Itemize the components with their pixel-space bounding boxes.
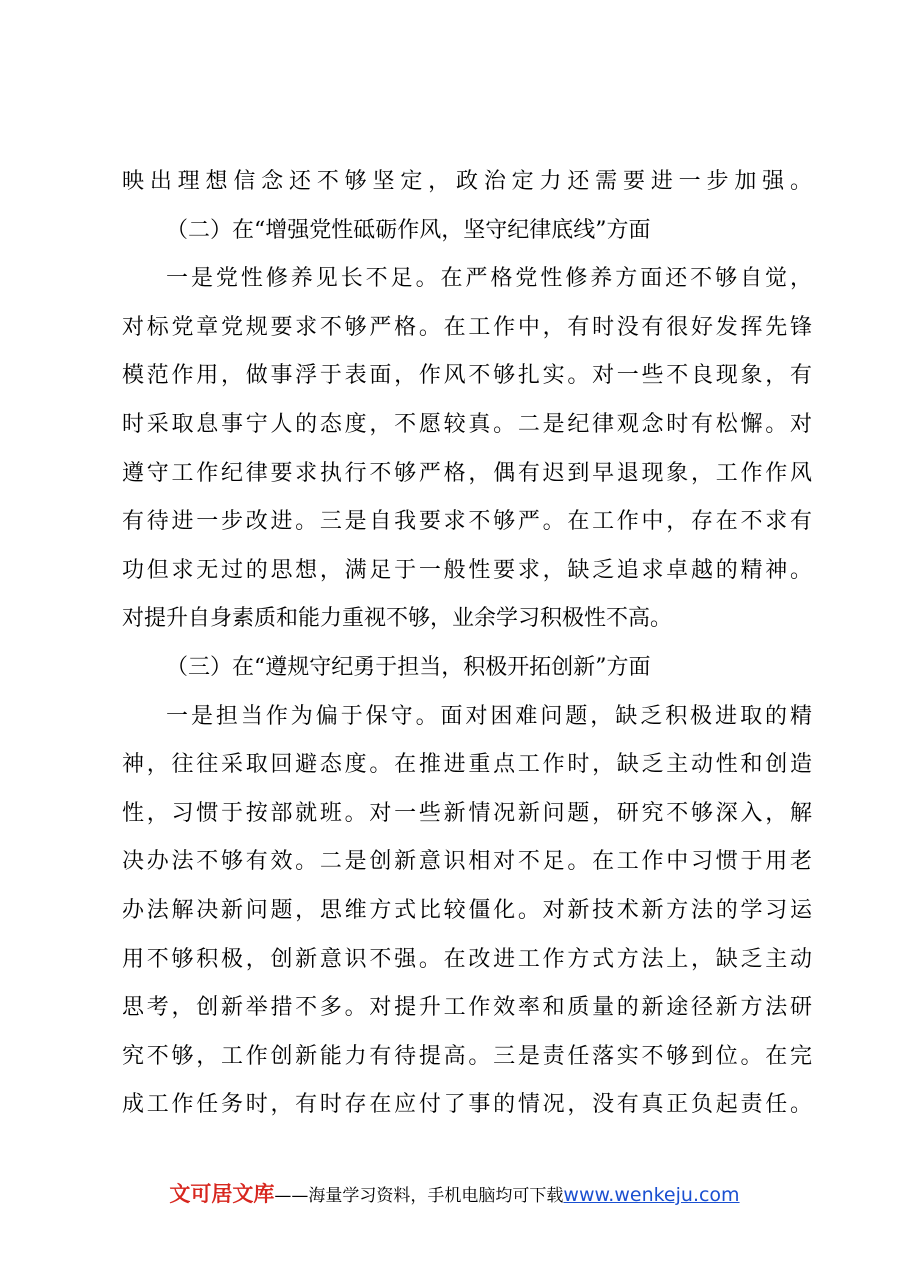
paragraph-line: 究不够，工作创新能力有待提高。三是责任落实不够到位。在完 (122, 1043, 812, 1069)
paragraph-line: 模范作用，做事浮于表面，作风不够扎实。对一些不良现象，有 (122, 363, 812, 389)
paragraph-line: 用不够积极，创新意识不强。在改进工作方式方法上，缺乏主动 (122, 946, 812, 972)
section-heading-three: （三）在“遵规守纪勇于担当，积极开拓创新”方面 (166, 654, 651, 680)
paragraph-line: 决办法不够有效。二是创新意识相对不足。在工作中习惯于用老 (122, 849, 812, 875)
paragraph-line: 一是担当作为偏于保守。面对困难问题，缺乏积极进取的精 (166, 703, 812, 729)
document-body (122, 158, 812, 1130)
footer-brand: 文可居文库 (169, 1182, 275, 1206)
paragraph-line: 思考，创新举措不多。对提升工作效率和质量的新途径新方法研 (122, 995, 812, 1021)
paragraph-line: 有待进一步改进。三是自我要求不够严。在工作中，存在不求有 (122, 509, 812, 535)
paragraph-line: 时采取息事宁人的态度，不愿较真。二是纪律观念时有松懈。对 (122, 411, 812, 437)
footer-tagline: ——海量学习资料，手机电脑均可下载 (274, 1186, 564, 1206)
paragraph-line: 性，习惯于按部就班。对一些新情况新问题，研究不够深入，解 (122, 800, 812, 826)
paragraph-line: 对标党章党规要求不够严格。在工作中，有时没有很好发挥先锋 (122, 314, 812, 340)
paragraph-line: 遵守工作纪律要求执行不够严格，偶有迟到早退现象，工作作风 (122, 460, 812, 486)
paragraph-line: 成工作任务时，有时存在应付了事的情况，没有真正负起责任。 (122, 1092, 812, 1118)
paragraph-line: 神，往往采取回避态度。在推进重点工作时，缺乏主动性和创造 (122, 752, 812, 778)
footer-banner (0, 1178, 909, 1208)
paragraph-line: 对提升自身素质和能力重视不够，业余学习积极性不高。 (122, 606, 673, 632)
section-heading-two: （二）在“增强党性砥砺作风，坚守纪律底线”方面 (166, 217, 651, 243)
paragraph-line: 功但求无过的思想，满足于一般性要求，缺乏追求卓越的精神。 (122, 557, 812, 583)
paragraph-line: 一是党性修养见长不足。在严格党性修养方面还不够自觉， (166, 266, 812, 292)
paragraph-line: 办法解决新问题，思维方式比较僵化。对新技术新方法的学习运 (122, 897, 812, 923)
footer-link[interactable]: www.wenkeju.com (563, 1184, 740, 1206)
paragraph-line: 映出理想信念还不够坚定，政治定力还需要进一步加强。 (122, 169, 812, 194)
